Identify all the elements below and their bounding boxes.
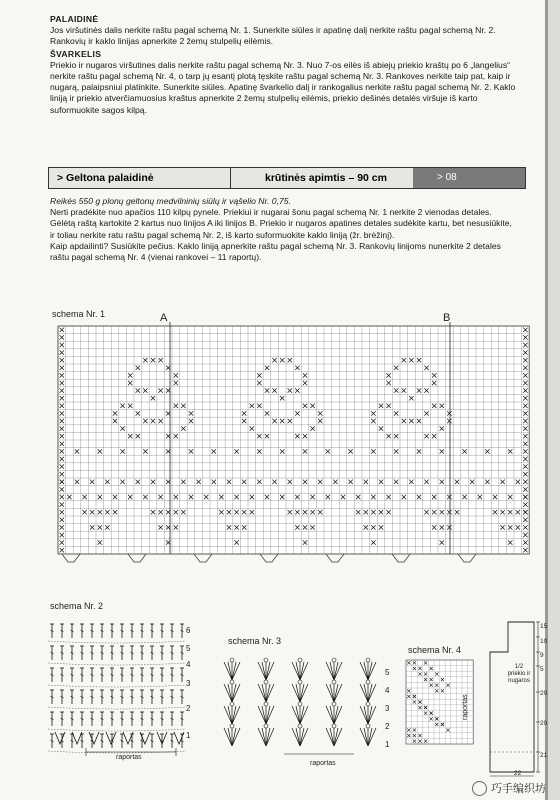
- intro-section: [50, 14, 518, 116]
- schema3-label: schema Nr. 3: [228, 636, 282, 646]
- instructions-p2: Kaip apdailinti? Susiūkite pečius. Kaklo liniją apnerkite raštu pagal schemą Nr. 3. Rankovių linijoms nunerkite 2 detales raštu pagal schemą Nr. 4 (vienai rankovei – 11 raportų).: [50, 240, 501, 263]
- palaidine-heading: PALAIDINĖ: [50, 14, 99, 24]
- schema3-row-5: 5: [385, 668, 390, 677]
- svarkelis-heading: ŠVARKELIS: [50, 48, 102, 59]
- schema4-grid: [404, 658, 482, 750]
- schema2-row-4: 4: [186, 660, 191, 669]
- palaidine-text: Jos viršutinės dalis nerkite raštu pagal schemą Nr. 1. Sunerkite siūles ir apatinę dalį nerkite raštu pagal schemą Nr. 2. Rankovių ir kaklo linijas apnerkite 2 žemų stulpelių eilėmis.: [50, 25, 496, 47]
- garment-diagram: [486, 612, 546, 780]
- wechat-icon: [472, 781, 487, 796]
- pattern-title-band: [48, 167, 526, 189]
- schema2-row-1: 1: [186, 731, 191, 740]
- schema2-row-2: 2: [186, 704, 191, 713]
- schema3-row-1: 1: [385, 740, 390, 749]
- schema4-label: schema Nr. 4: [408, 645, 462, 655]
- dim-20b: 20: [540, 720, 548, 727]
- pattern-title: > Geltona palaidinė: [49, 168, 231, 188]
- materials-text: Reikės 550 g plonų geltonų medvilninių siūlų ir vąšelio Nr. 0,75.: [50, 196, 291, 206]
- schema1-grid: [54, 322, 542, 590]
- schema3-raportas: raportas: [310, 760, 336, 767]
- bust-size: krūtinės apimtis – 90 cm: [265, 172, 387, 184]
- svarkelis-text: Priekio ir nugaros viršutines dalis nerkite raštu pagal schemą Nr. 3. Nuo 7-os eilės iš abiejų priekio kraštų po 6 „langelius“ nerkite raštu pagal schemą Nr. 4, o tarp jų esantį plotą tęskite raštu pagal schemą Nr. 3. Rankoves nerkite taip pat, kaip ir nugarą, palaipsniui platinkite. Sunerkite siūles. Apatinę švarkelio dalį ir rankogalius nerkite raštu pagal schemą Nr. 2. Kaklo liniją ir priekio atverčiamuosius kraštus apnerkite 2 žemų stulpelių eilėmis, priekio dešinės detalės viršuje iš karto suformuokite sagos kilpą.: [50, 59, 516, 115]
- instructions-section: [50, 196, 518, 263]
- schema2-row-5: 5: [186, 644, 191, 653]
- line-b-label: B: [443, 312, 451, 324]
- dim-20a: 20: [540, 690, 548, 697]
- schema4-raportas: raportas: [462, 694, 469, 720]
- dim-5: 5: [540, 666, 544, 673]
- dim-21: 21: [540, 752, 548, 759]
- watermark-text: 巧手编织坊: [491, 783, 546, 795]
- schema2-row-3: 3: [186, 679, 191, 688]
- line-a-label: A: [160, 312, 168, 324]
- schema3-diagram: [214, 650, 394, 760]
- pattern-number: > 08: [413, 168, 525, 188]
- schema2-label: schema Nr. 2: [50, 601, 104, 611]
- dim-9: 9: [540, 652, 544, 659]
- instructions-p1: Nerti pradėkite nuo apačios 110 kilpų pynele. Priekiui ir nugarai šonu pagal schemą Nr. 1 nerkite 2 vienodas detales. Gėlėtą raštą kartokite 2 kartus nuo linijos A iki linijos B. Priekio ir nugaros apatines detales sudėkite kartu, bet nesusiūkite, ir toliau nerkite ratu raštu pagal schemą Nr. 2, iš karto suformuokite kaklo liniją (žr. brėžinį).: [50, 207, 512, 240]
- diagram-front-back-label: 1/2 priekio ir nugaros: [507, 664, 531, 684]
- dim-10: 10: [540, 638, 548, 645]
- schema2-diagram: [46, 614, 206, 769]
- dim-22: 22: [514, 770, 522, 777]
- schema1-label: schema Nr. 1: [52, 309, 106, 319]
- watermark: [472, 780, 546, 796]
- schema3-row-3: 3: [385, 704, 390, 713]
- schema2-raportas: raportas: [116, 754, 142, 761]
- schema3-row-2: 2: [385, 722, 390, 731]
- schema3-row-4: 4: [385, 686, 390, 695]
- dim-15: 15: [540, 623, 548, 630]
- schema2-row-6: 6: [186, 626, 191, 635]
